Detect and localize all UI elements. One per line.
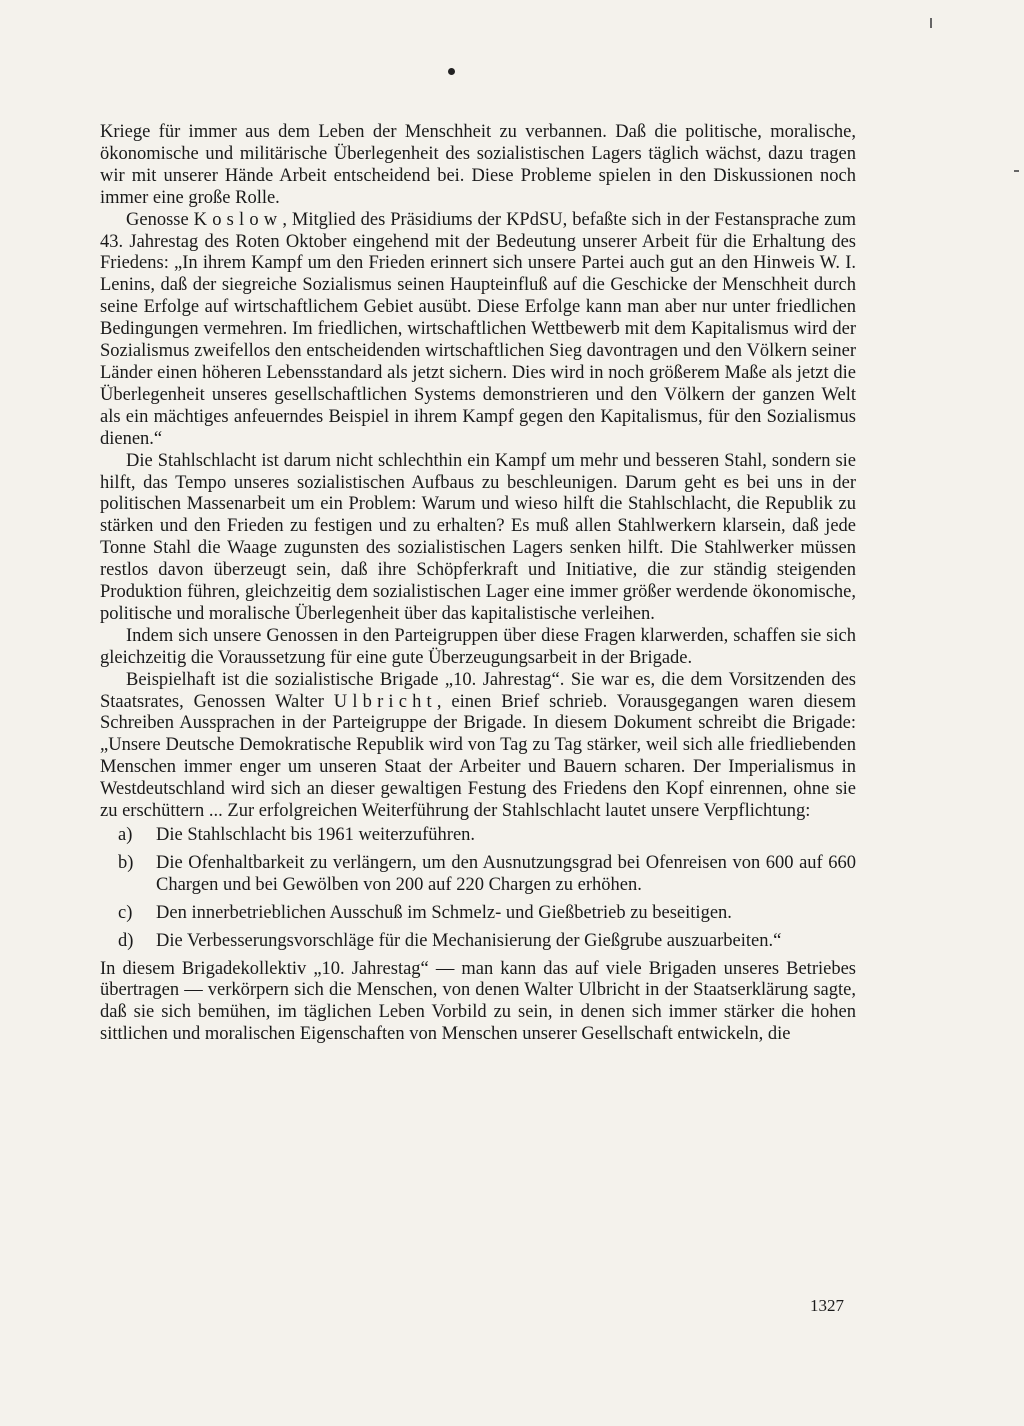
- list-marker: b): [118, 852, 134, 873]
- list-marker: a): [118, 825, 133, 845]
- list-item: [100, 825, 856, 847]
- paragraph-text: , einen Brief schrieb. Vorausgegangen waren diesem Schreiben Aussprachen in der Parteigruppe der Brigade. In diesem Dokument schreibt die Brigade: „Unsere Deutsche Demokratische Republik wird von Tag zu Tag stärker, weil sich alle friedliebenden Menschen immer enger um unseren Staat der Arbeiter und Bauern scharen. Der Imperialismus in Westdeutschland wird sich an dieser gewaltigen Festung des Friedens den Kopf einrennen, ohne sie zu erschüttern ... Zur erfolgreichen Weiterführung der Stahlschlacht lautet unsere Verpflichtung:: [100, 691, 856, 822]
- paragraph-text: Kriege für immer aus dem Leben der Menschheit zu verbannen. Daß die politische, moralische, ökonomische und militärische Überlegenheit des sozialistischen Lagers täglich wächst, dazu tragen wir mit unserer Hände Arbeit entscheidend bei. Diese Probleme spielen in den Diskussionen noch immer eine große Rolle.: [100, 122, 856, 208]
- page-number: 1327: [810, 1296, 844, 1315]
- list-item-text: Die Stahlschlacht bis 1961 weiterzuführen.: [156, 825, 476, 845]
- paragraph-text: In diesem Brigadekollektiv „10. Jahrestag“ — man kann das auf viele Brigaden unseres Betriebes übertragen — verkörpern sich die Menschen, von denen Walter Ulbricht in der Staatserklärung sagte, daß sie sich bemühen, im täglichen Leben Vorbild zu sein, in denen sich immer stärker die hohen sittlichen und moralischen Eigenschaften von Menschen unserer Gesellschaft entwickeln, die: [100, 958, 856, 1045]
- paragraph-text: Genosse: [126, 209, 194, 230]
- paragraph-text: Indem sich unsere Genossen in den Parteigruppen über diese Fragen klarwerden, schaffen sie sich gleichzeitig die Voraussetzung für eine gute Überzeugungsarbeit in der Brigade.: [100, 625, 856, 668]
- scan-mark: [930, 18, 932, 28]
- paragraph-text: , Mitglied des Präsidiums der KPdSU, befaßte sich in der Festansprache zum 43. Jahrestag des Roten Oktober eingehend mit der Bedeutung unserer Arbeit für die Erhaltung des Friedens: „In ihrem Kampf um den Frieden erinnert sich unsere Partei auch gut an den Hinweis W. I. Lenins, daß der siegreiche Sozialismus seinen Haupteinfluß auf die Geschicke der Menschheit durch seine Erfolge auf wirtschaftlichem Gebiet ausübt. Diese Erfolge kann man aber nur unter friedlichen Bedingungen vermehren. Im friedlichen, wirtschaftlichen Wettbewerb mit dem Kapitalismus wird der Sozialismus zweifellos den entscheidenden wirtschaftlichen Sieg davontragen und den Völkern seiner Länder einen höheren Lebensstandard als jetzt sichern. Dies wird in noch größerem Maße als jetzt die Überlegenheit unseres gesellschaftlichen Systems demonstrieren und den Völkern der ganzen Welt als ein mächtiges anfeuerndes Beispiel in ihrem Kampf gegen den Kapitalismus, für den Sozialismus dienen.“: [100, 209, 857, 449]
- paragraph: [100, 626, 856, 670]
- spaced-name: Koslow: [193, 209, 283, 230]
- list-item-text: Die Verbesserungsvorschläge für die Mechanisierung der Gießgrube auszuarbeiten.“: [156, 930, 782, 951]
- scan-dot: [448, 68, 455, 75]
- list-item-text: Die Ofenhaltbarkeit zu verlängern, um den Ausnutzungsgrad bei Ofenreisen von 600 auf 660 Chargen und bei Gewölben von 200 auf 220 Chargen zu erhöhen.: [156, 852, 856, 895]
- paragraph: [100, 670, 856, 823]
- list-item-text: Den innerbetrieblichen Ausschuß im Schmelz- und Gießbetrieb zu beseitigen.: [156, 902, 732, 923]
- list-item: [100, 903, 856, 925]
- scan-mark: [1014, 170, 1019, 172]
- list-marker: d): [118, 930, 134, 951]
- list-item: [100, 853, 856, 897]
- document-page: [100, 122, 856, 1046]
- paragraph: [100, 451, 856, 626]
- commitment-list: [100, 825, 856, 953]
- paragraph: [100, 122, 856, 210]
- spaced-name: Ulbricht: [333, 691, 437, 712]
- paragraph-text: Die Stahlschlacht ist darum nicht schlechthin ein Kampf um mehr und besseren Stahl, sondern sie hilft, das Tempo unseres sozialistischen Aufbaus zu beschleunigen. Darum geht es bei uns in der politischen Massenarbeit um ein Problem: Warum und wieso hilft die Stahlschlacht, die Republik zu stärken und den Frieden zu festigen und zu erhalten? Es muß allen Stahlwerkern klarsein, daß jede Tonne Stahl die Waage zugunsten des sozialistischen Lagers senken hilft. Die Stahlwerker müssen restlos davon überzeugt sein, daß ihre Schöpferkraft und Initiative, die zur ständig steigenden Produktion führen, gleichzeitig dem sozialistischen Lager eine immer größer werdende ökonomische, politische und moralische Überlegenheit über das kapitalistische verleihen.: [100, 450, 856, 624]
- list-item: [100, 931, 856, 953]
- paragraph: [100, 959, 856, 1047]
- list-marker: c): [118, 902, 133, 923]
- paragraph: [100, 210, 856, 451]
- paragraph-text: Beispielhaft ist die sozialistische Brigade „10. Jahrestag“. Sie war es, die dem Vorsitzenden des Staatsrates, Genossen Walter: [100, 669, 856, 712]
